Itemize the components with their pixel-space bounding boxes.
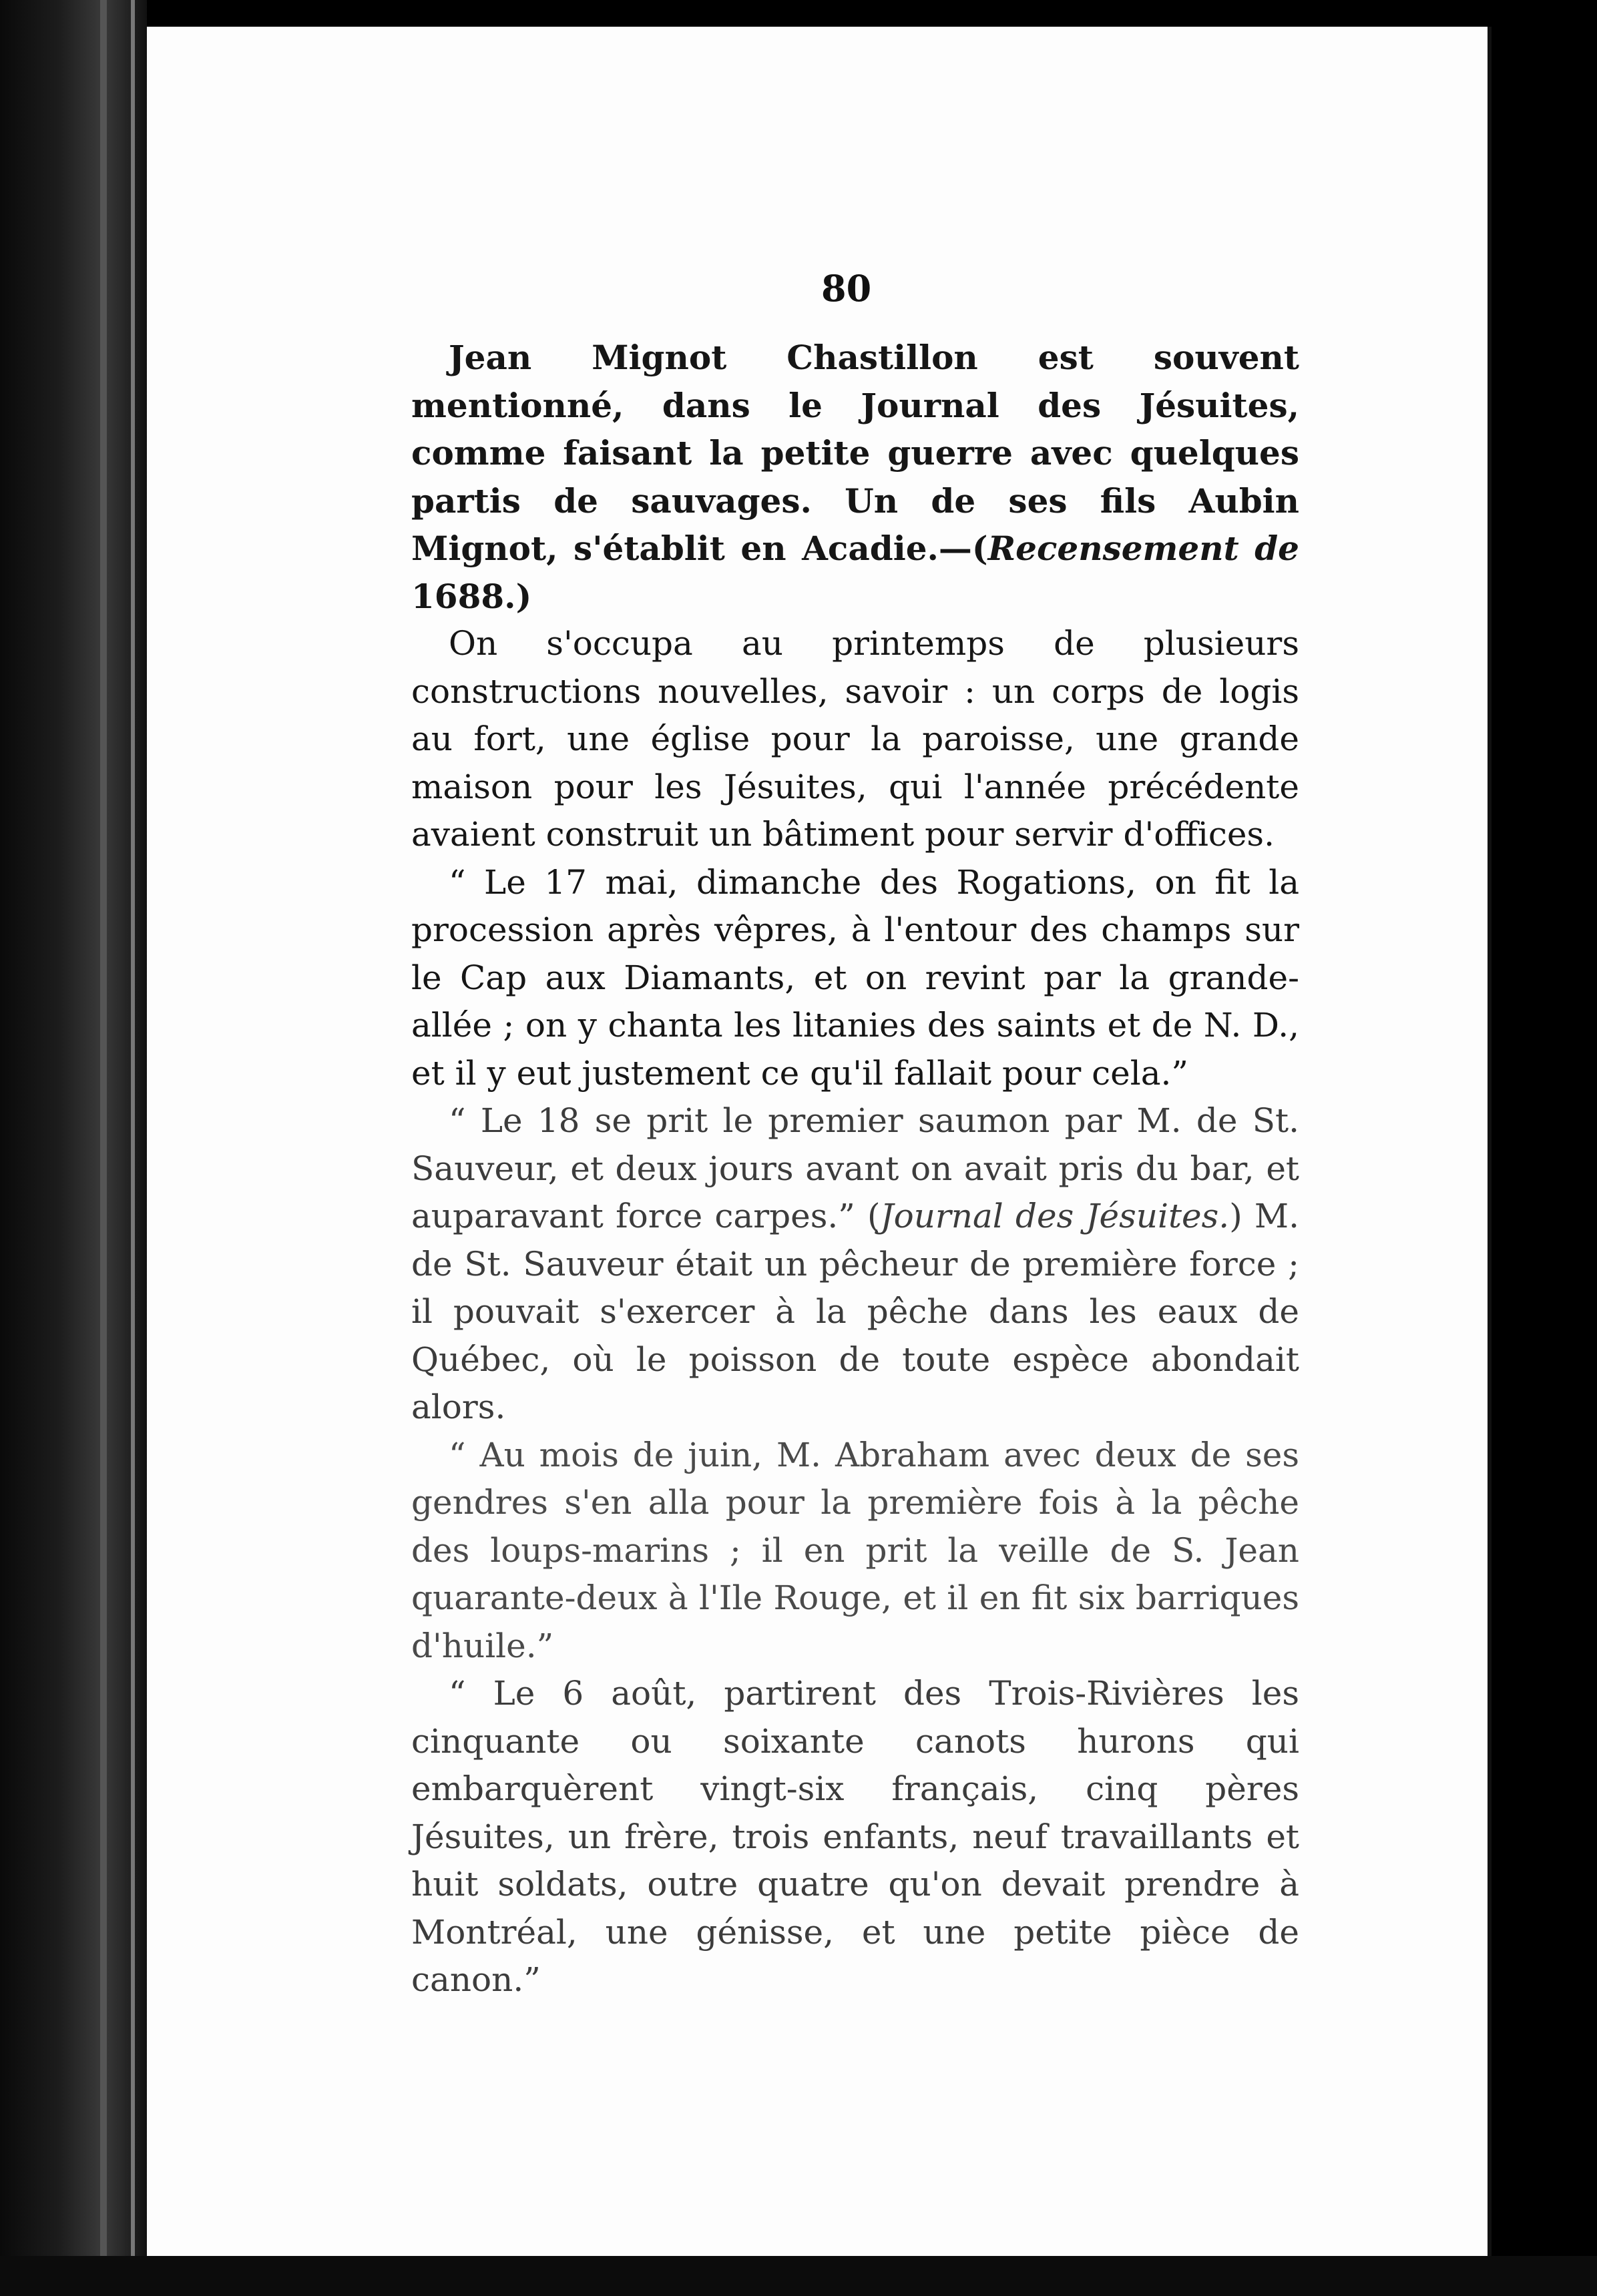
paragraph-text: “ Le 18 se prit le premier saumon par M. de St. Sauveur, et deux jours avant on avait pris du bar, et auparavant force carpes.” ( [411,1101,1299,1235]
book-binding [0,0,147,2296]
scan-bottom-border [0,2256,1597,2296]
paragraph-constructions: On s'occupa au printemps de plusieurs constructions nouvelles, savoir : un corps de logis au fort, une église pour la paroisse, une grande maison pour les Jésuites, qui l'année précédente avaient construit un bâtiment pour servir d'offices. [411,624,1299,854]
paragraph-canots: “ Le 6 août, partirent des Trois-Rivières les cinquante ou soixante canots hurons qui embarquèrent vingt-six français, cinq pères Jésuites, un frère, trois enfants, neuf travaillants et huit soldats, outre quatre qu'on devait prendre à Montréal, une génisse, et une petite pièce de canon.” [411,1674,1299,1999]
paragraph-rogations: “ Le 17 mai, dimanche des Rogations, on fit la procession après vêpres, à l'entour des champs sur le Cap aux Diamants, et on revint par la grande-allée ; on y chanta les litanies des saints et de N. D., et il y eut justement ce qu'il fallait pour cela.” [411,862,1299,1093]
paragraph-text: 1688.) [411,576,532,616]
binding-edge [131,0,135,2296]
binding-edge [100,0,107,2296]
paragraph-saumon [411,1097,1299,1432]
page-edge-rule [1488,27,1492,2256]
citation-italic: Recensement de [987,529,1299,568]
paragraph-mignot [411,334,1299,620]
page-number: 80 [821,267,872,310]
paragraph-text: Jean Mignot Chastillon est souvent mentionné, dans le Journal des Jésuites, comme faisant la petite guerre avec quelques partis de sauvages. Un de ses fils Aubin Mignot, s'établit en Acadie.—( [411,338,1299,568]
paragraph-text: ) M. de St. Sauveur était un pêcheur de première force ; il pouvait s'exercer à la pêche dans les eaux de Québec, où le poisson de toute espèce abondait alors. [411,1197,1299,1426]
citation-italic: Journal des Jésuites. [880,1197,1230,1235]
paragraph-loups-marins: “ Au mois de juin, M. Abraham avec deux de ses gendres s'en alla pour la première fois à la pêche des loups-marins ; il en prit la veille de S. Jean quarante-deux à l'Ile Rouge, et il en fit six barriques d'huile.” [411,1435,1299,1665]
body-text [411,334,1299,2004]
